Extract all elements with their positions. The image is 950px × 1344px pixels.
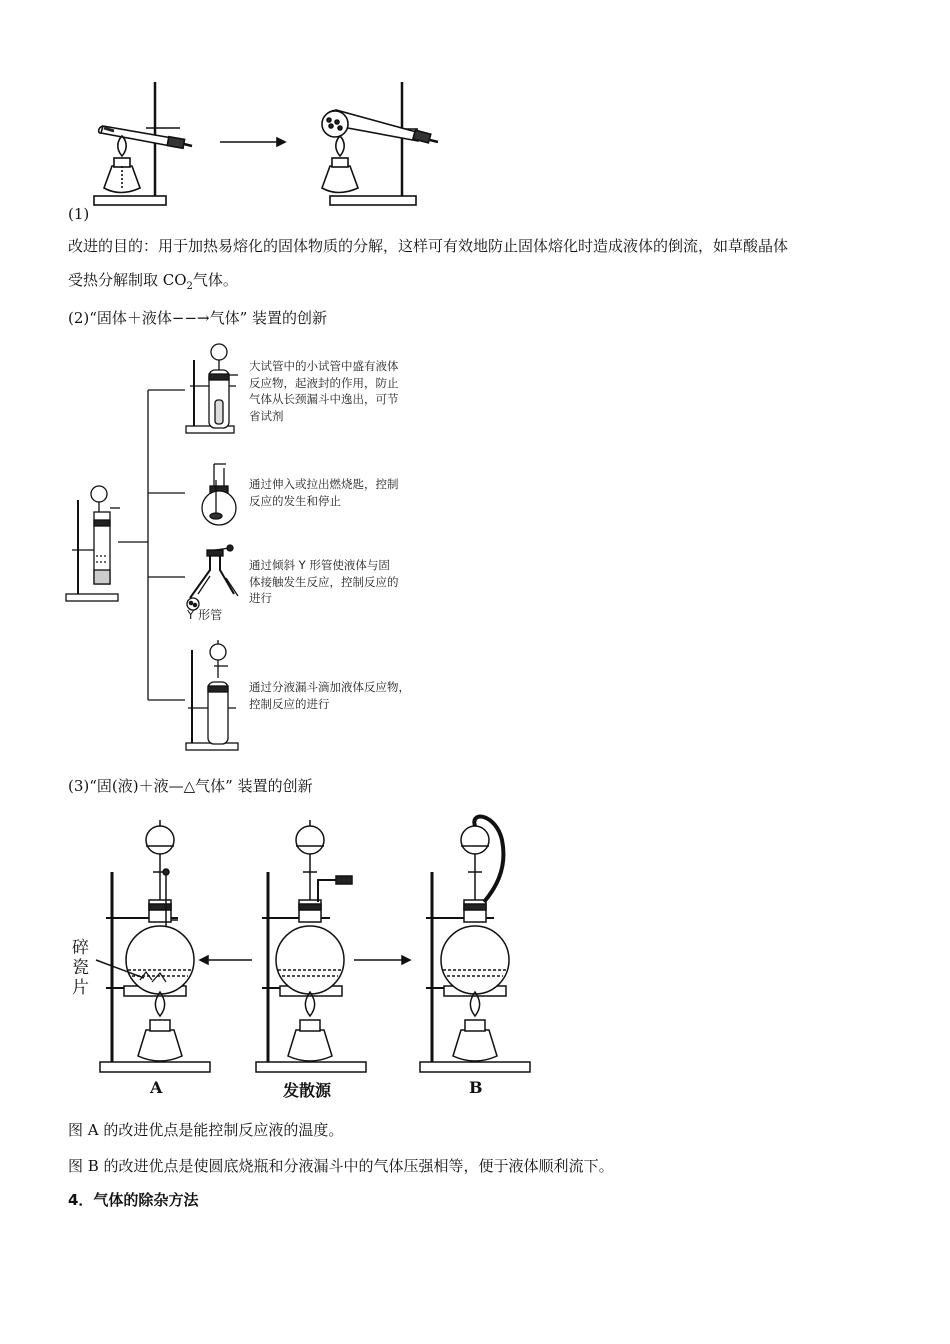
note-1-line-1: 大试管中的小试管中盛有液体 xyxy=(249,359,399,373)
section1-label: (1) xyxy=(68,205,90,223)
purpose-line2-text: 受热分解制取 CO xyxy=(68,271,187,289)
note-4-line-2: 控制反应的进行 xyxy=(249,696,330,711)
note-3-line-3: 进行 xyxy=(249,591,272,605)
figure-1-diagram xyxy=(0,0,950,220)
note-2 xyxy=(249,476,399,509)
note-4 xyxy=(249,679,410,712)
shards-label-1: 碎 xyxy=(72,938,89,958)
co2-subscript: 2 xyxy=(186,281,193,292)
note-1-line-3: 气体从长颈漏斗中逸出，可节 xyxy=(249,392,399,406)
label-center: 发散源 xyxy=(283,1081,332,1100)
section2-heading: (2)“固体＋液体−−→气体” 装置的创新 xyxy=(68,309,328,327)
figure-2-diagram xyxy=(0,330,950,770)
note-3-line-1: 通过倾斜 Y 形管使液体与固 xyxy=(249,558,390,572)
y-tube-label: Y 形管 xyxy=(187,608,223,622)
figure-3-diagram xyxy=(0,810,950,1100)
note-3-line-2: 体接触发生反应，控制反应的 xyxy=(249,574,399,589)
label-a: A xyxy=(150,1078,163,1097)
note-4-line-1: 通过分液漏斗滴加液体反应物， xyxy=(249,680,410,694)
note-1-line-4: 省试剂 xyxy=(249,408,284,423)
section3-heading: (3)“固(液)＋液—△气体” 装置的创新 xyxy=(68,777,313,795)
section1-purpose-line1: 改进的目的：用于加热易熔化的固体物质的分解，这样可有效地防止固体熔化时造成液体的倒流，如草酸晶体 xyxy=(68,237,789,255)
note-a: 图 A 的改进优点是能控制反应液的温度。 xyxy=(68,1121,344,1139)
shards-label xyxy=(72,938,89,998)
shards-label-2: 瓷 xyxy=(72,958,89,978)
note-1-line-2: 反应物，起液封的作用，防止 xyxy=(249,375,399,390)
shards-label-3: 片 xyxy=(72,978,89,998)
note-2-line-1: 通过伸入或拉出燃烧匙，控制 xyxy=(249,477,399,491)
note-3 xyxy=(249,557,399,607)
note-1 xyxy=(249,358,399,424)
purpose-line2-end: 气体。 xyxy=(192,271,238,289)
note-2-line-2: 反应的发生和停止 xyxy=(249,493,341,508)
label-b: B xyxy=(469,1078,483,1097)
section4-heading: 4．气体的除杂方法 xyxy=(68,1191,199,1209)
note-b: 图 B 的改进优点是使圆底烧瓶和分液漏斗中的气体压强相等，便于液体顺利流下。 xyxy=(68,1157,614,1175)
section1-purpose-line2 xyxy=(68,270,238,297)
